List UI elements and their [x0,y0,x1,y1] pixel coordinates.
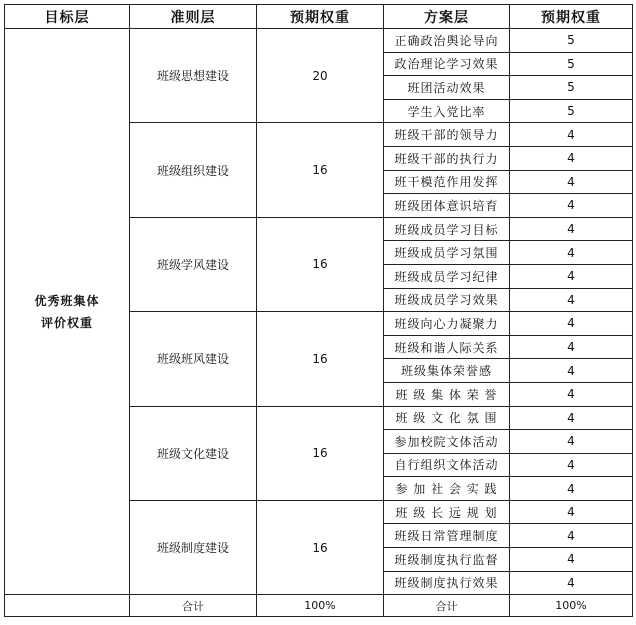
scheme-name: 班级向心力凝聚力 [384,312,510,336]
scheme-name: 班级集体荣誉感 [384,359,510,383]
scheme-name: 参加校院文体活动 [384,430,510,454]
scheme-name: 班级干部的执行力 [384,146,510,170]
scheme-weight: 4 [510,335,633,359]
header-scheme-weight: 预期权重 [510,5,633,29]
table-row [5,29,633,53]
goal-title-line1: 优秀班集体 [34,293,100,308]
scheme-weight: 4 [510,477,633,501]
scheme-name: 班级成员学习目标 [384,217,510,241]
scheme-weight: 4 [510,312,633,336]
scheme-name: 自行组织文体活动 [384,453,510,477]
total-empty-cell [5,595,130,617]
criteria-weight: 16 [257,406,384,500]
scheme-name: 参 加 社 会 实 践 [384,477,510,501]
scheme-weight: 4 [510,406,633,430]
scheme-name: 班 级 集 体 荣 誉 [384,382,510,406]
criteria-weight: 16 [257,312,384,406]
scheme-name: 正确政治舆论导向 [384,29,510,53]
scheme-name: 班级制度执行监督 [384,548,510,572]
scheme-weight: 4 [510,241,633,265]
goal-layer-cell [5,29,130,595]
criteria-name: 班级班风建设 [130,312,257,406]
scheme-weight: 4 [510,288,633,312]
criteria-name: 班级制度建设 [130,500,257,594]
total-scheme-weight: 100% [510,595,633,617]
scheme-weight: 5 [510,76,633,100]
total-label: 合计 [130,595,257,617]
criteria-name: 班级思想建设 [130,29,257,123]
criteria-weight: 16 [257,123,384,217]
total-row [5,595,633,617]
scheme-weight: 4 [510,123,633,147]
total-weight: 100% [257,595,384,617]
scheme-name: 班 级 文 化 氛 围 [384,406,510,430]
criteria-weight: 16 [257,217,384,311]
scheme-weight: 4 [510,359,633,383]
scheme-name: 班级制度执行效果 [384,571,510,595]
criteria-name: 班级学风建设 [130,217,257,311]
header-row [5,5,633,29]
criteria-name: 班级组织建设 [130,123,257,217]
scheme-weight: 4 [510,524,633,548]
header-criteria-weight: 预期权重 [257,5,384,29]
scheme-weight: 4 [510,453,633,477]
scheme-name: 班级日常管理制度 [384,524,510,548]
header-goal-layer: 目标层 [5,5,130,29]
criteria-weight: 20 [257,29,384,123]
criteria-name: 班级文化建设 [130,406,257,500]
scheme-weight: 4 [510,217,633,241]
criteria-weight: 16 [257,500,384,594]
header-criteria-layer: 准则层 [130,5,257,29]
scheme-name: 班级成员学习纪律 [384,264,510,288]
scheme-name: 班干模范作用发挥 [384,170,510,194]
scheme-name: 班 级 长 远 规 划 [384,500,510,524]
scheme-weight: 5 [510,99,633,123]
scheme-name: 班团活动效果 [384,76,510,100]
scheme-weight: 4 [510,382,633,406]
scheme-weight: 4 [510,194,633,218]
evaluation-weight-table [4,4,633,617]
scheme-name: 班级团体意识培育 [384,194,510,218]
scheme-weight: 5 [510,52,633,76]
scheme-name: 班级和谐人际关系 [384,335,510,359]
scheme-weight: 4 [510,146,633,170]
scheme-weight: 4 [510,548,633,572]
scheme-name: 学生入党比率 [384,99,510,123]
scheme-weight: 4 [510,571,633,595]
header-scheme-layer: 方案层 [384,5,510,29]
scheme-name: 班级成员学习效果 [384,288,510,312]
scheme-weight: 5 [510,29,633,53]
goal-title-line2: 评价权重 [40,315,93,330]
scheme-name: 班级成员学习氛围 [384,241,510,265]
scheme-weight: 4 [510,430,633,454]
scheme-weight: 4 [510,170,633,194]
scheme-weight: 4 [510,500,633,524]
total-scheme-label: 合计 [384,595,510,617]
scheme-weight: 4 [510,264,633,288]
scheme-name: 班级干部的领导力 [384,123,510,147]
scheme-name: 政治理论学习效果 [384,52,510,76]
